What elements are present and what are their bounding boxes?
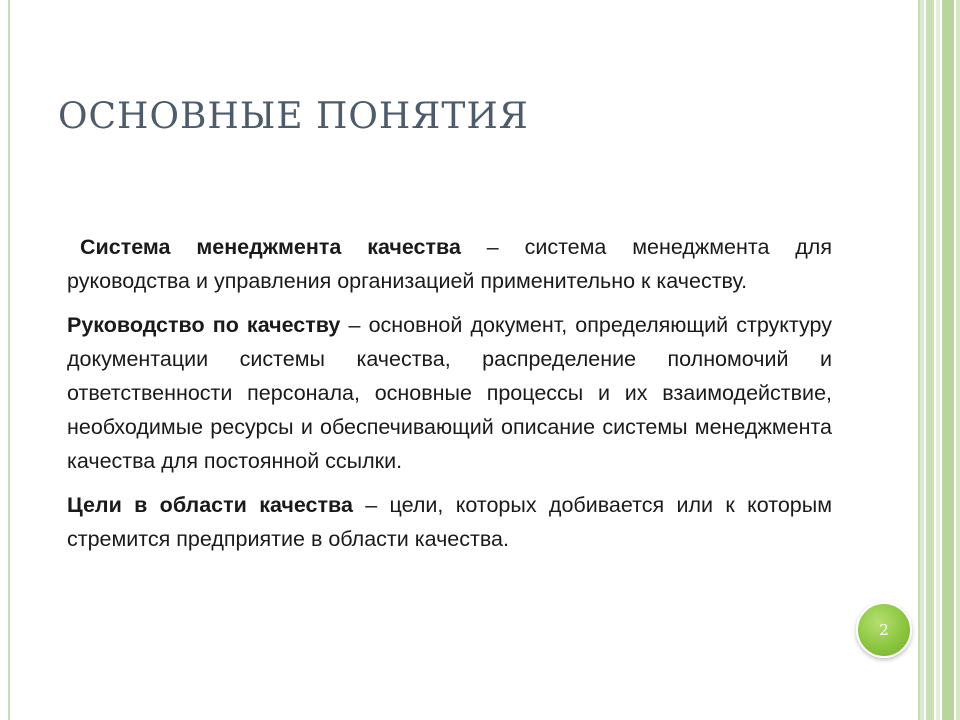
definition-term: Система менеджмента качества [80, 235, 461, 259]
decorative-side-stripes [920, 0, 960, 720]
stripe [936, 0, 940, 720]
page-number: 2 [879, 621, 889, 639]
definition-paragraph [67, 488, 832, 556]
slide-title: ОСНОВНЫЕ ПОНЯТИЯ [58, 96, 529, 137]
page-number-badge [856, 602, 912, 658]
definition-paragraph [67, 308, 832, 478]
definition-term: Руководство по качеству [67, 313, 341, 337]
definition-text: – цели, которых добивается или к которым стремится предприятие в области качества. [67, 493, 832, 551]
definitions-body [67, 230, 832, 566]
definition-text: – система менеджмента для руководства и управления организацией применительно к качеству. [67, 235, 832, 293]
stripe [942, 0, 954, 720]
stripe [920, 0, 924, 720]
definition-text: – основной документ, определяющий структуру документации системы качества, распределение полномочий и ответственности персонала, основные процессы и их взаимодействие, необходимые ресурсы и обеспечивающий описание системы менеджмента качества для постоянной ссылки. [67, 313, 832, 473]
definition-paragraph [67, 230, 832, 298]
definition-term: Цели в области качества [67, 493, 353, 517]
stripe [926, 0, 934, 720]
stripe [956, 0, 960, 720]
